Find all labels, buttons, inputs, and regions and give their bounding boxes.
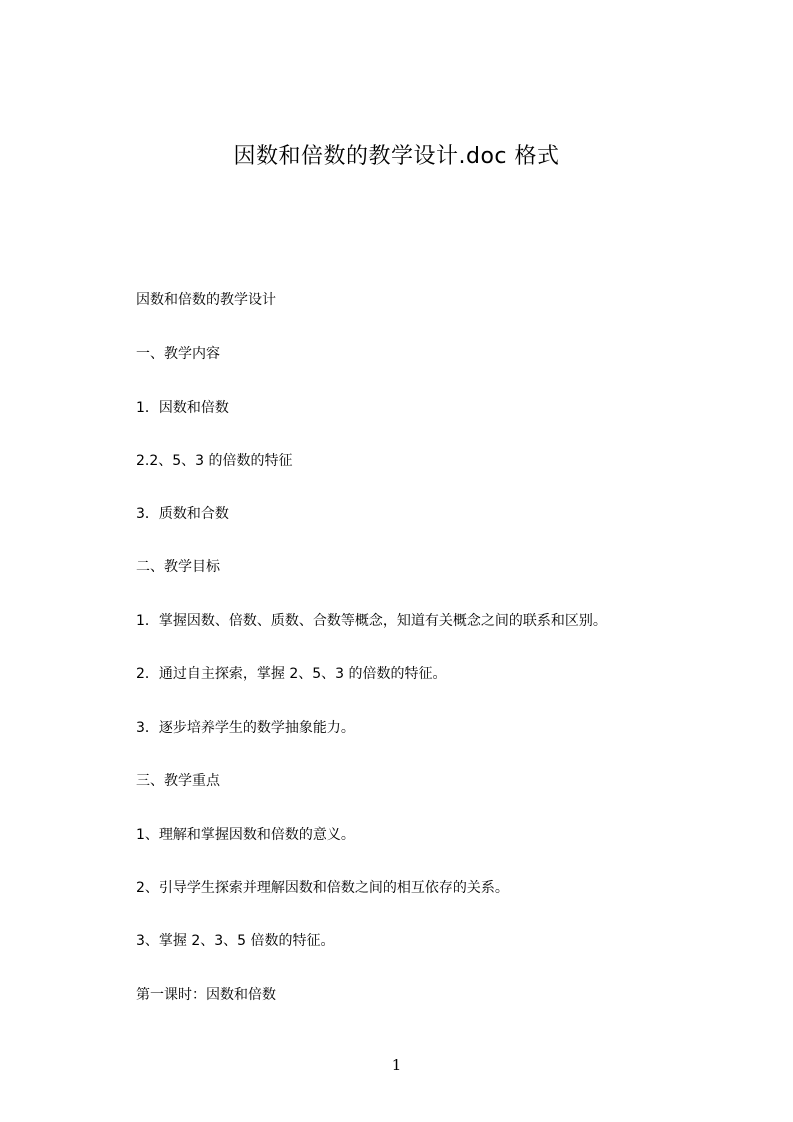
page-number: 1 [391, 1056, 402, 1074]
content-item-1: 1．因数和倍数 [136, 400, 229, 416]
heading-key-points: 三、教学重点 [136, 773, 220, 789]
heading-teaching-content: 一、教学内容 [136, 346, 220, 362]
lesson-heading: 第一课时：因数和倍数 [136, 987, 276, 1003]
line-subtitle: 因数和倍数的教学设计 [136, 292, 276, 308]
goal-item-2: 2．通过自主探索，掌握 2、5、3 的倍数的特征。 [136, 666, 447, 682]
key-point-3: 3、掌握 2、3、5 倍数的特征。 [136, 933, 335, 949]
key-point-2: 2、引导学生探索并理解因数和倍数之间的相互依存的关系。 [136, 880, 509, 896]
goal-item-3: 3．逐步培养学生的数学抽象能力。 [136, 720, 355, 736]
heading-teaching-goals: 二、教学目标 [136, 559, 220, 575]
document-title: 因数和倍数的教学设计.doc 格式 [233, 144, 560, 169]
goal-item-1: 1．掌握因数、倍数、质数、合数等概念，知道有关概念之间的联系和区别。 [136, 613, 607, 629]
key-point-1: 1、理解和掌握因数和倍数的意义。 [136, 827, 355, 843]
content-item-3: 3．质数和合数 [136, 506, 229, 522]
content-item-2: 2.2、5、3 的倍数的特征 [136, 453, 293, 469]
